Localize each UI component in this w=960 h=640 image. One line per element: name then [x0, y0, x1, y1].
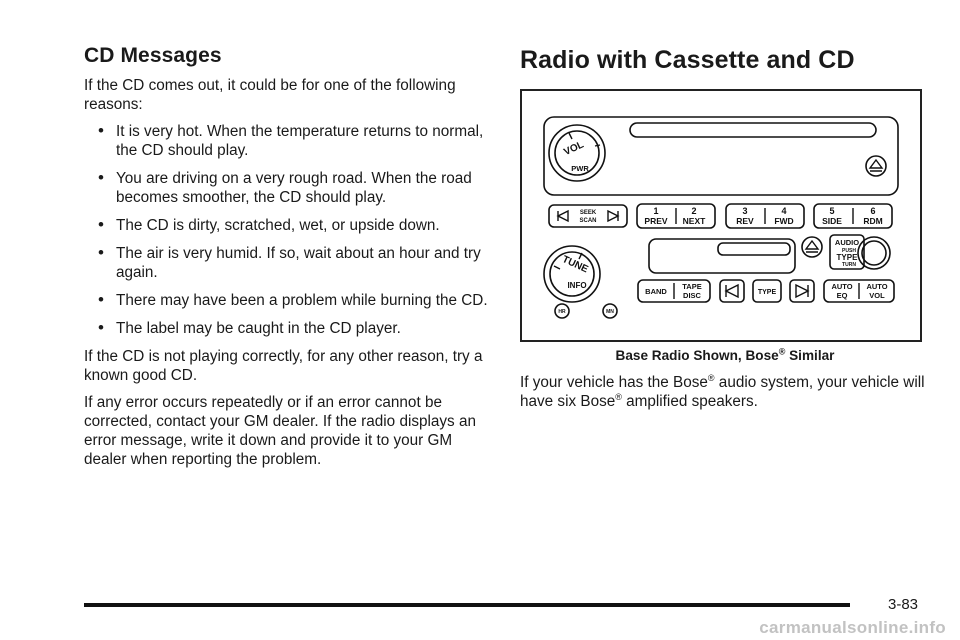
audio-type-label: TYPE — [836, 253, 858, 262]
bose-text-a: If your vehicle has the Bose — [520, 374, 708, 391]
cd-slot — [630, 123, 876, 137]
list-item: • The label may be caught in the CD player. — [84, 319, 494, 338]
radio-illustration — [520, 89, 922, 342]
list-item: • You are driving on a very rough road. When the road becomes smoother, the CD should play. — [84, 169, 494, 207]
cassette-slot — [718, 243, 790, 255]
footer-rule — [84, 603, 850, 607]
pwr-label: PWR — [571, 164, 589, 173]
list-item: • The CD is dirty, scratched, wet, or upside down. — [84, 216, 494, 235]
cd-messages-paragraph-2: If the CD is not playing correctly, for any other reason, try a known good CD. — [84, 348, 483, 384]
list-item: • There may have been a problem while burning the CD. — [84, 291, 494, 310]
prev-label: PREV — [644, 216, 668, 226]
auto-vol-bottom-label: VOL — [869, 291, 885, 300]
preset-3-label: 3 — [742, 206, 748, 216]
bose-registered-mark-2: ® — [615, 391, 622, 402]
disc-label: DISC — [683, 291, 701, 300]
cassette-door — [649, 239, 795, 273]
next-track-button — [790, 280, 814, 302]
bose-text-b: audio system, your vehicle will have six Bose — [520, 374, 925, 410]
seek-back-icon — [558, 211, 568, 221]
cd-messages-paragraph-3: If any error occurs repeatedly or if an error cannot be corrected, contact your GM dealer. If the radio displays an error message, write it down and provide it to your GM dealer when reporting the problem. — [84, 394, 476, 468]
caption-text-a: Base Radio Shown, Bose — [615, 348, 779, 363]
next-label: NEXT — [682, 216, 706, 226]
prev-track-button — [720, 280, 744, 302]
cd-messages-title: CD Messages — [84, 44, 222, 67]
rdm-label: RDM — [863, 216, 883, 226]
turn-label: TURN — [842, 262, 856, 268]
info-label: INFO — [567, 281, 587, 290]
radio-title: Radio with Cassette and CD — [520, 46, 855, 74]
list-item: • It is very hot. When the temperature returns to normal, the CD should play. — [84, 122, 494, 160]
caption-registered-mark: ® — [778, 346, 786, 357]
push-label: PUSH — [842, 248, 856, 254]
figure-caption — [520, 348, 930, 363]
seek-forward-icon — [608, 211, 618, 221]
scan-label: SCAN — [579, 218, 597, 224]
band-label: BAND — [645, 287, 667, 296]
cd-messages-intro: If the CD comes out, it could be for one of the following reasons: — [84, 77, 456, 113]
preset-1-label: 1 — [653, 206, 659, 216]
seek-label: SEEK — [579, 210, 597, 216]
page-number: 3-83 — [888, 596, 919, 613]
auto-eq-bottom-label: EQ — [836, 291, 848, 300]
cd-panel-outline — [544, 117, 898, 195]
audio-label: AUDIO — [834, 238, 860, 247]
cd-messages-section — [84, 44, 494, 477]
list-item: • The air is very humid. If so, wait about an hour and try again. — [84, 244, 494, 282]
radio-section — [520, 46, 930, 419]
tune-knob-outer — [544, 246, 600, 302]
vol-label: VOL — [562, 139, 586, 159]
caption-text-b: Similar — [785, 348, 835, 363]
bose-paragraph — [520, 373, 930, 411]
auto-eq-top-label: AUTO — [831, 282, 853, 291]
rev-label: REV — [736, 216, 754, 226]
bose-registered-mark-1: ® — [707, 372, 715, 383]
preset-2-label: 2 — [691, 206, 697, 216]
radio-faceplate-drawing — [522, 91, 920, 340]
hr-label: HR — [558, 309, 566, 315]
tune-label: TUNE — [560, 253, 590, 276]
tape-label: TAPE — [682, 282, 702, 291]
fwd-label: FWD — [774, 216, 794, 226]
watermark: carmanualsonline.info — [759, 618, 946, 637]
type-button-label: TYPE — [757, 289, 777, 296]
preset-4-label: 4 — [781, 206, 787, 216]
auto-vol-top-label: AUTO — [866, 282, 888, 291]
bose-text-c: amplified speakers. — [621, 393, 758, 410]
side-label: SIDE — [822, 216, 842, 226]
audio-knob-inner — [862, 241, 886, 265]
preset-6-label: 6 — [870, 206, 876, 216]
preset-5-label: 5 — [829, 206, 835, 216]
cd-messages-reasons — [84, 122, 494, 338]
mn-label: MN — [606, 309, 614, 315]
